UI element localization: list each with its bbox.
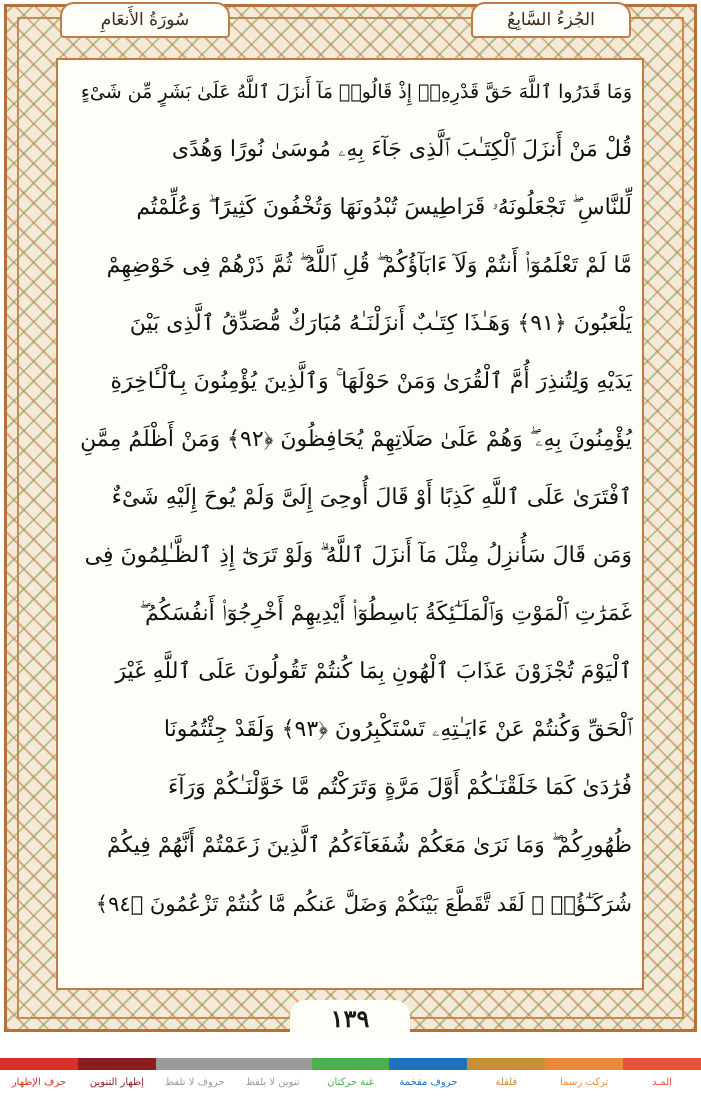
surah-title: سُورَةُ الأَنعَامِ bbox=[100, 10, 190, 30]
legend-label: حروف مفخمة bbox=[399, 1077, 458, 1088]
legend-swatch bbox=[156, 1058, 234, 1070]
text-line: ٱلْيَوْمَ تُجْزَوْنَ عَذَابَ ٱلْهُونِ بِمَا كُنتُمْ تَقُولُونَ عَلَى ٱللَّهِ غَيْرَ bbox=[115, 659, 632, 684]
legend-label: غنة حركتان bbox=[327, 1077, 374, 1088]
legend-item bbox=[623, 1058, 701, 1101]
page-number: ١٣٩ bbox=[290, 1000, 410, 1036]
legend-item bbox=[156, 1058, 234, 1101]
legend-label: تنوين لا يلفظ bbox=[245, 1077, 300, 1088]
juz-label bbox=[471, 2, 631, 38]
juz-title: الجُزءُ السَّابِعُ bbox=[507, 10, 595, 30]
legend-item bbox=[467, 1058, 545, 1101]
text-line: وَمَن قَالَ سَأُنزِلُ مِثْلَ مَآ أَنزَلَ ٱللَّهُ ۗ وَلَوْ تَرَىٰٓ إِذِ ٱلظَّـٰلِمُونَ فِى bbox=[84, 543, 632, 568]
legend-swatch bbox=[389, 1058, 467, 1070]
legend-label: المـد bbox=[652, 1077, 672, 1088]
legend-swatch bbox=[312, 1058, 390, 1070]
text-line: ٱفْتَرَىٰ عَلَى ٱللَّهِ كَذِبًا أَوْ قَالَ أُوحِىَ إِلَىَّ وَلَمْ يُوحَ إِلَيْهِ شَىْءٌ bbox=[111, 485, 632, 510]
text-line: يُؤْمِنُونَ بِهِۦ ۖ وَهُمْ عَلَىٰ صَلَاتِهِمْ يُحَافِظُونَ ﴿٩٢﴾ وَمَنْ أَظْلَمُ مِمَّنِ bbox=[80, 427, 632, 452]
text-line: قُلْ مَنْ أَنزَلَ ٱلْكِتَـٰبَ ٱلَّذِى جَآءَ بِهِۦ مُوسَىٰ نُورًا وَهُدًى bbox=[171, 137, 632, 162]
legend-item bbox=[78, 1058, 156, 1101]
text-line: ظُهُورِكُمْ ۖ وَمَا نَرَىٰ مَعَكُمْ شُفَعَآءَكُمُ ٱلَّذِينَ زَعَمْتُمْ أَنَّهُمْ فِيكُمْ bbox=[106, 833, 632, 858]
legend-label: حرف الإظهار bbox=[11, 1077, 67, 1088]
tajweed-legend bbox=[0, 1058, 701, 1101]
text-line: مَّا لَمْ تَعْلَمُوٓا۟ أَنتُمْ وَلَآ ءَابَآؤُكُمْ ۖ قُلِ ٱللَّهُ ۖ ثُمَّ ذَرْهُمْ فِى خَوْضِهِمْ bbox=[106, 253, 632, 278]
legend-swatch bbox=[545, 1058, 623, 1070]
legend-label: قلقلة bbox=[495, 1077, 518, 1088]
legend-item bbox=[545, 1058, 623, 1101]
legend-item bbox=[0, 1058, 78, 1101]
legend-item bbox=[312, 1058, 390, 1101]
legend-item bbox=[234, 1058, 312, 1101]
text-line: يَلْعَبُونَ ﴿٩١﴾ وَهَـٰذَا كِتَـٰبٌ أَنزَلْنَـٰهُ مُبَارَكٌ مُّصَدِّقُ ٱلَّذِى بَيْنَ bbox=[129, 311, 632, 336]
legend-swatch bbox=[623, 1058, 701, 1070]
legend-swatch bbox=[234, 1058, 312, 1070]
legend-label: تركت رسما bbox=[560, 1077, 609, 1088]
legend-item bbox=[389, 1058, 467, 1101]
text-line: ٱلْحَقِّ وَكُنتُمْ عَنْ ءَايَـٰتِهِۦ تَسْتَكْبِرُونَ ﴿٩٣﴾ وَلَقَدْ جِئْتُمُونَا bbox=[163, 717, 632, 742]
text-line: يَدَيْهِ وَلِتُنذِرَ أُمَّ ٱلْقُرَىٰ وَمَنْ حَوْلَهَا ۚ وَٱلَّذِينَ يُؤْمِنُونَ بِٱلْـَٔاخِرَةِ bbox=[110, 369, 632, 394]
text-line: وَمَا قَدَرُوا ٱللَّهَ حَقَّ قَدْرِهِۦٓ إِذْ قَالُوا۟ مَآ أَنزَلَ ٱللَّهُ عَلَىٰ بَشَرٍ مِّن شَىْءٍ bbox=[80, 80, 632, 103]
text-line: لِّلنَّاسِ ۖ تَجْعَلُونَهُۥ قَرَاطِيسَ تُبْدُونَهَا وَتُخْفُونَ كَثِيرًا ۖ وَعُلِّمْتُم bbox=[136, 195, 632, 220]
legend-label: إظهار التنوين bbox=[89, 1077, 144, 1088]
legend-swatch bbox=[0, 1058, 78, 1070]
legend-swatch bbox=[467, 1058, 545, 1070]
quran-text-panel bbox=[56, 58, 644, 990]
text-line: شُرَكَـٰٓؤُا۟ ۚ لَقَد تَّقَطَّعَ بَيْنَكُمْ وَضَلَّ عَنكُم مَّا كُنتُمْ تَزْعُمُونَ ﴿٩٤﴾ bbox=[95, 891, 632, 916]
legend-label: حروف لا تلفظ bbox=[164, 1077, 225, 1088]
text-line: فُرَٰدَىٰ كَمَا خَلَقْنَـٰكُمْ أَوَّلَ مَرَّةٍ وَتَرَكْتُم مَّا خَوَّلْنَـٰكُمْ وَرَآءَ bbox=[168, 775, 632, 800]
surah-label bbox=[60, 2, 230, 38]
text-line: غَمَرَٰتِ ٱلْمَوْتِ وَٱلْمَلَـٰٓئِكَةُ بَاسِطُوٓا۟ أَيْدِيهِمْ أَخْرِجُوٓا۟ أَنفُسَكُمُ ۖ bbox=[139, 601, 632, 626]
legend-swatch bbox=[78, 1058, 156, 1070]
